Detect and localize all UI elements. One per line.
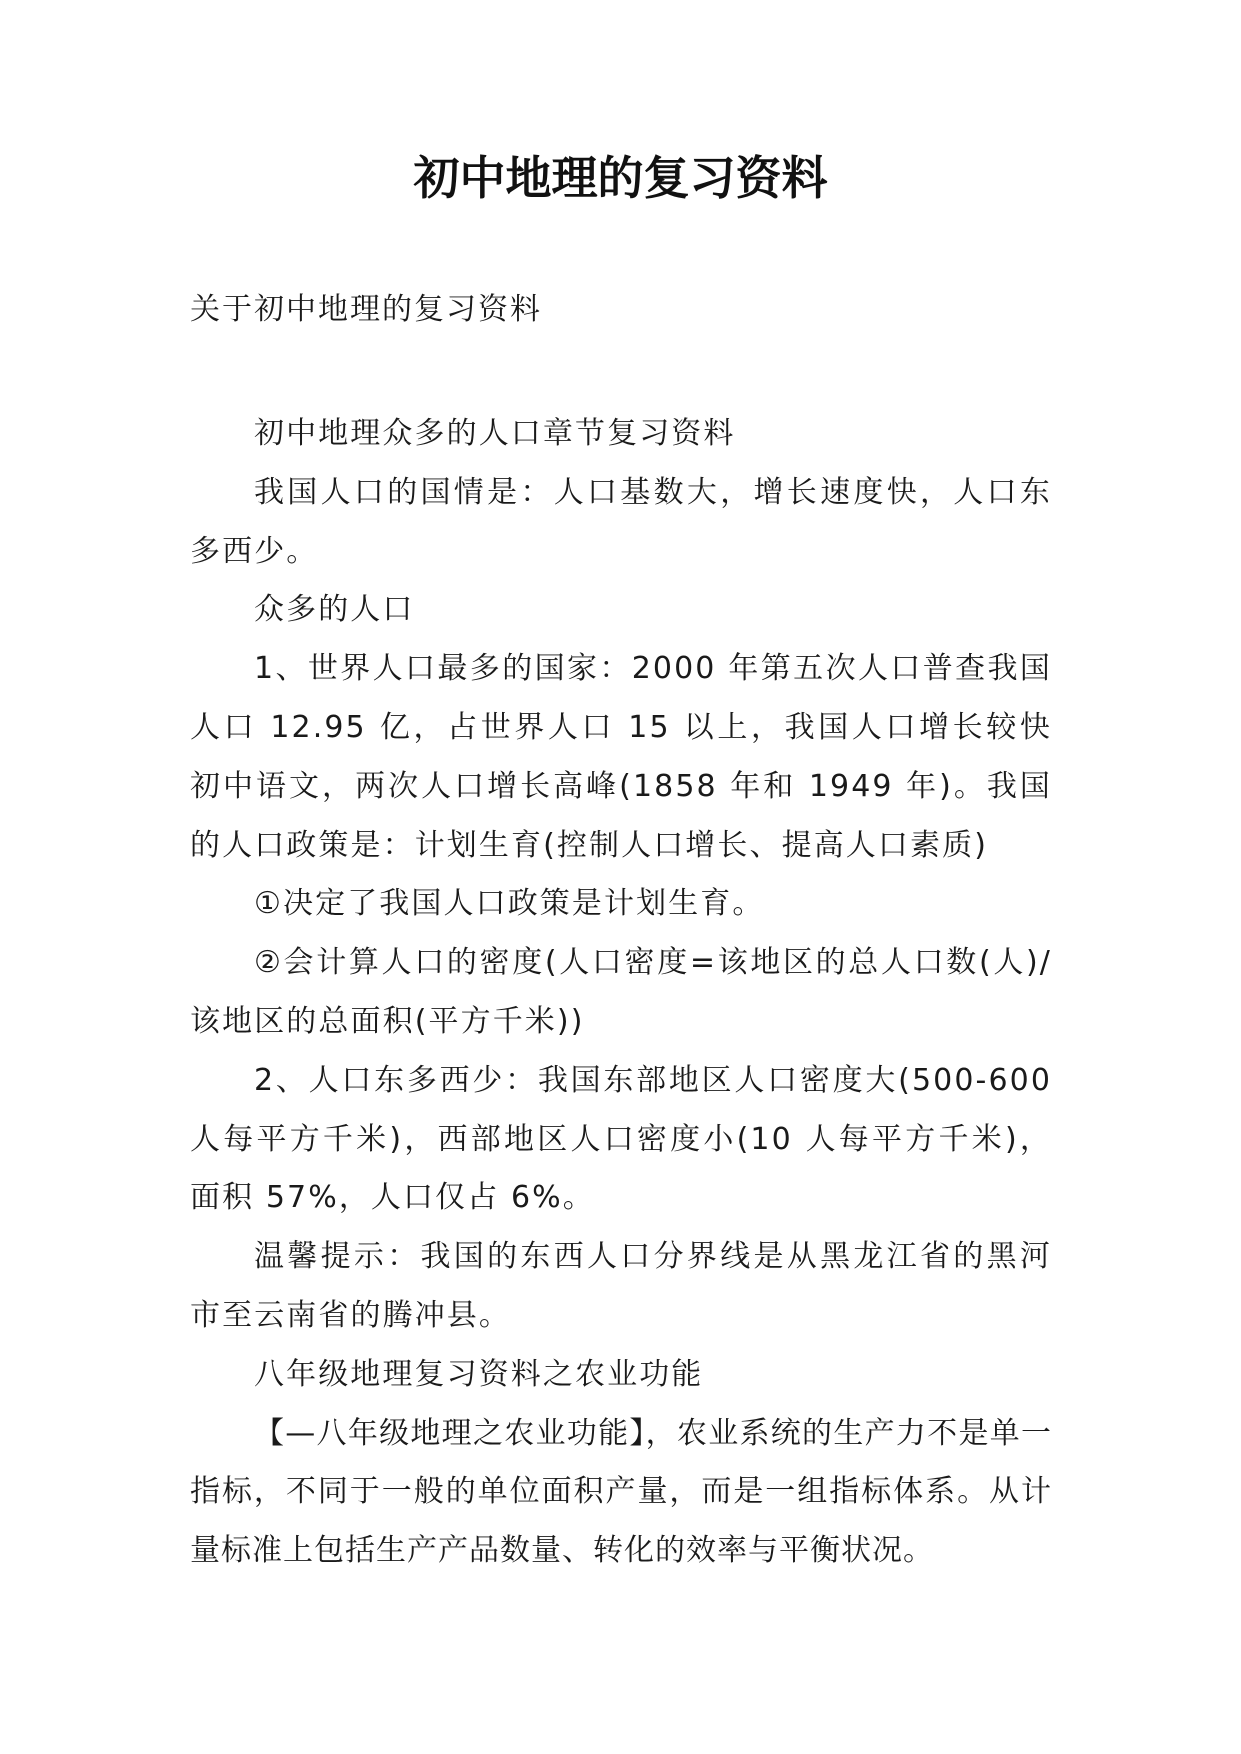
paragraph-heading-agriculture: 八年级地理复习资料之农业功能 xyxy=(254,1356,704,1392)
document-subtitle: 关于初中地理的复习资料 xyxy=(190,292,542,327)
paragraph-sub-point-1: ①决定了我国人口政策是计划生育。 xyxy=(254,886,765,922)
paragraph-point-1: 1、世界人口最多的国家：2000 年第五次人口普查我国人口 12.95 亿，占世界人口 15 以上，我国人口增长较快 初中语文，两次人口增长高峰(1858 年和 1949 年)。我国的人口政策是：计划生育(控制人口增长、提高人口素质) xyxy=(190,651,1052,863)
paragraph-national-situation: 我国人口的国情是：人口基数大，增长速度快，人口东多西少。 xyxy=(190,474,1052,569)
paragraph-sub-point-2: ②会计算人口的密度(人口密度=该地区的总人口数(人)/该地区的总面积(平方千米)) xyxy=(190,945,1052,1039)
paragraph-heading-population: 众多的人口 xyxy=(254,592,415,628)
document-title: 初中地理的复习资料 xyxy=(413,151,828,205)
document-body xyxy=(190,405,1052,1581)
paragraph-tip: 温馨提示：我国的东西人口分界线是从黑龙江省的黑河市至云南省的腾冲县。 xyxy=(190,1239,1052,1333)
paragraph-agriculture-function: 【—八年级地理之农业功能】，农业系统的生产力不是单一指标，不同于一般的单位面积产量，而是一组指标体系。从计量标准上包括生产产品数量、转化的效率与平衡状况。 xyxy=(190,1415,1052,1569)
paragraph-section-heading: 初中地理众多的人口章节复习资料 xyxy=(254,416,736,451)
paragraph-point-2: 2、人口东多西少：我国东部地区人口密度大(500-600 人每平方千米)，西部地区人口密度小(10 人每平方千米)，面积 57%，人口仅占 6%。 xyxy=(190,1062,1052,1216)
